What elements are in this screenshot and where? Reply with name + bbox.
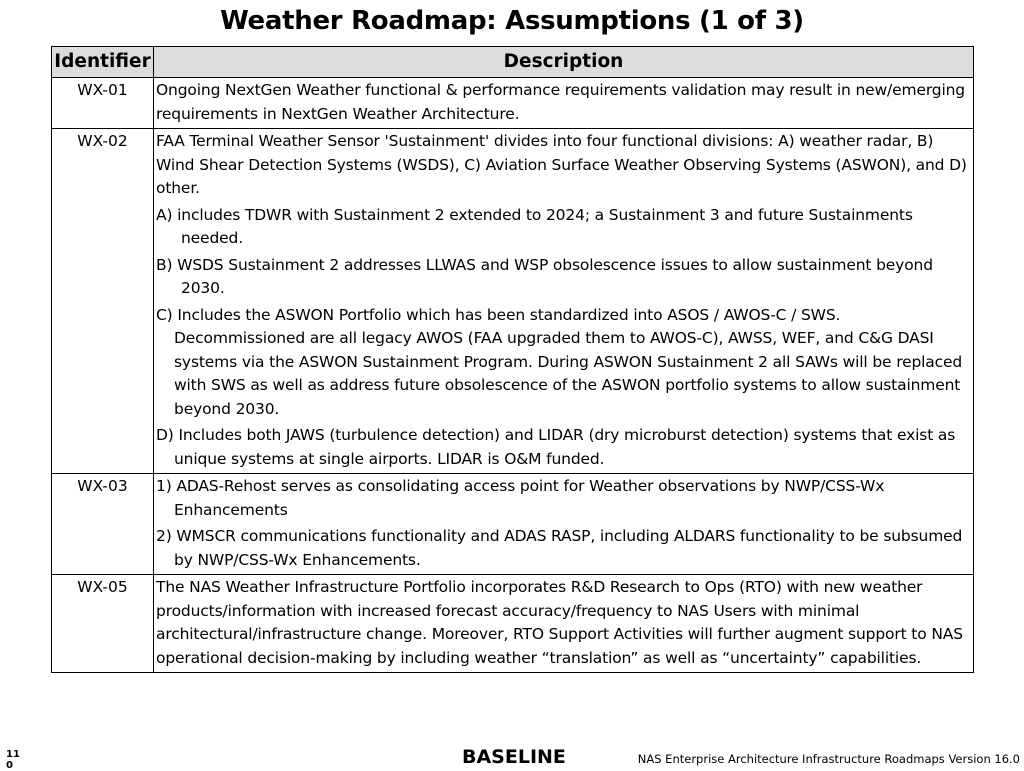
description-paragraph: 2) WMSCR communications functionality and ADAS RASP, including ALDARS functionality to be subsumed by NWP/CSS-Wx Enhancements. [156, 527, 963, 569]
description-paragraph: B) WSDS Sustainment 2 addresses LLWAS and WSP obsolescence issues to allow sustainment beyond 2030. [156, 255, 933, 297]
page-number: 110 [6, 749, 20, 771]
assumptions-table [51, 46, 974, 673]
row-identifier: WX-02 [52, 129, 154, 474]
row-description [154, 129, 974, 474]
row-identifier: WX-05 [52, 575, 154, 673]
table-row [52, 129, 974, 474]
row-identifier: WX-03 [52, 474, 154, 575]
table-row [52, 474, 974, 575]
column-header-identifier: Identifier [52, 47, 154, 78]
column-header-description: Description [154, 47, 974, 78]
row-description [154, 575, 974, 673]
table-row [52, 78, 974, 129]
table-row [52, 575, 974, 673]
row-description [154, 474, 974, 575]
row-description [154, 78, 974, 129]
baseline-label: BASELINE [462, 746, 566, 768]
description-paragraph: 1) ADAS-Rehost serves as consolidating access point for Weather observations by NWP/CSS-Wx Enhancements [156, 477, 885, 519]
page-title: Weather Roadmap: Assumptions (1 of 3) [220, 6, 804, 36]
description-paragraph: Ongoing NextGen Weather functional & performance requirements validation may result in new/emerging requirements in NextGen Weather Architecture. [156, 81, 965, 123]
description-paragraph: C) Includes the ASWON Portfolio which has been standardized into ASOS / AWOS-C / SWS. Decommissioned are all legacy AWOS (FAA upgraded them to AWOS-C), AWSS, WEF, and C&G DASI systems via the ASWON Sustainment Program. During ASWON Sustainment 2 all SAWs will be replaced with SWS as well as address future obsolescence of the ASWON portfolio systems to allow sustainment beyond 2030. [156, 305, 963, 418]
row-identifier: WX-01 [52, 78, 154, 129]
description-paragraph: The NAS Weather Infrastructure Portfolio incorporates R&D Research to Ops (RTO) with new weather products/information with increased forecast accuracy/frequency to NAS Users with minimal architectural/infrastructure change. Moreover, RTO Support Activities will further augment support to NAS operational decision-making by including weather “translation” as well as “uncertainty” capabilities. [156, 578, 963, 667]
description-paragraph: D) Includes both JAWS (turbulence detection) and LIDAR (dry microburst detection) systems that exist as unique systems at single airports. LIDAR is O&M funded. [156, 426, 956, 468]
version-text: NAS Enterprise Architecture Infrastructure Roadmaps Version 16.0 [637, 752, 1020, 766]
table-header-row [52, 47, 974, 78]
description-paragraph: A) includes TDWR with Sustainment 2 extended to 2024; a Sustainment 3 and future Sustainments needed. [156, 205, 913, 247]
description-paragraph: FAA Terminal Weather Sensor 'Sustainment' divides into four functional divisions: A) weather radar, B) Wind Shear Detection Systems (WSDS), C) Aviation Surface Weather Observing Systems (ASWON), and D) other. [156, 132, 967, 197]
